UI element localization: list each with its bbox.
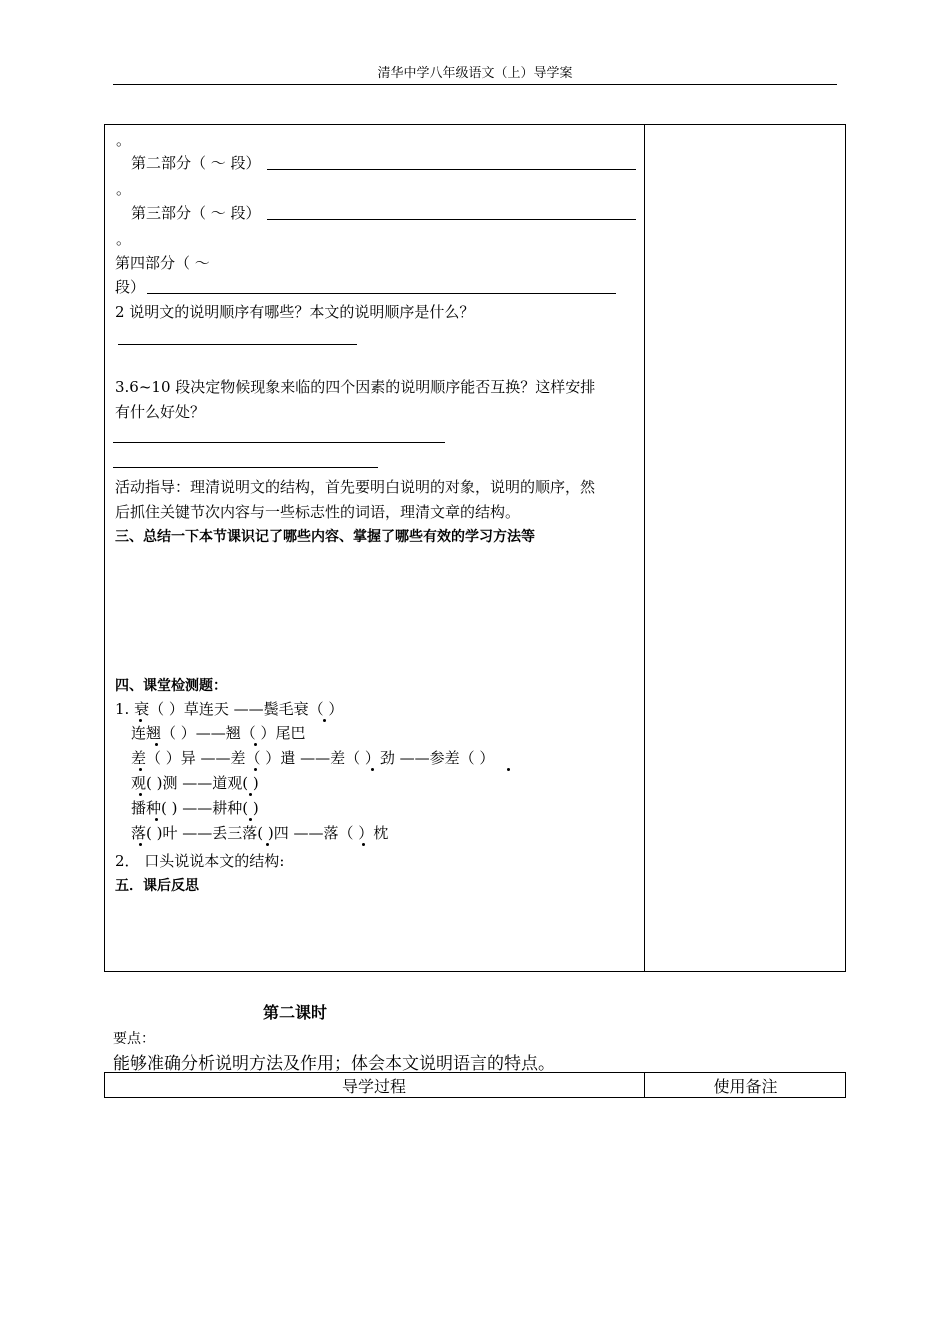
- lesson-table: [104, 124, 846, 972]
- column-header-process: 导学过程: [341, 1077, 406, 1096]
- answer-line: [118, 344, 357, 345]
- emphasis-dot: [139, 719, 142, 722]
- emphasis-dot: [155, 818, 158, 821]
- answer-line: [113, 467, 378, 468]
- emphasis-dot: [371, 768, 374, 771]
- test-item: 播种( ) ——耕种( ): [131, 799, 259, 817]
- emphasis-dot: [139, 793, 142, 796]
- part3-label: 第三部分（ ～ 段）: [131, 204, 261, 222]
- emphasis-dot: [507, 768, 510, 771]
- emphasis-dot: [362, 843, 365, 846]
- page-header: 清华中学八年级语文（上）导学案: [113, 66, 837, 85]
- lesson-2-title: 第二课时: [263, 1003, 328, 1022]
- key-points-label: 要点：: [113, 1031, 155, 1047]
- period-mark: 。: [116, 180, 132, 198]
- emphasis-dot: [249, 818, 252, 821]
- part4-label: 第四部分（ ～: [115, 254, 210, 272]
- emphasis-dot: [249, 793, 252, 796]
- oral-question: 2． 口头说说本文的结构:: [115, 852, 285, 870]
- test-item: 连翘（ ）——翘（ ）尾巴: [131, 724, 306, 742]
- question-3: 3.6~10 段决定物候现象来临的四个因素的说明顺序能否互换？这样安排: [115, 378, 596, 396]
- question-3-cont: 有什么好处？: [115, 403, 206, 421]
- answer-line: [267, 219, 636, 220]
- emphasis-dot: [254, 743, 257, 746]
- column-divider: [644, 124, 645, 972]
- answer-line: [267, 169, 636, 170]
- emphasis-dot: [139, 768, 142, 771]
- column-header-notes: 使用备注: [713, 1077, 778, 1096]
- period-mark: 。: [116, 230, 132, 248]
- key-points-text: 能够准确分析说明方法及作用；体会本文说明语言的特点。: [113, 1054, 555, 1074]
- test-item: 差（ ）异 ——差（ ）遣 ——差（ ）劲 ——参差（ ）: [131, 749, 495, 767]
- section-3-heading: 三、总结一下本节课识记了哪些内容、掌握了哪些有效的学习方法等: [115, 529, 535, 545]
- emphasis-dot: [139, 843, 142, 846]
- answer-line: [147, 293, 616, 294]
- test-item: 落( )叶 ——丢三落( )四 ——落（ ）枕: [131, 824, 389, 842]
- answer-line: [113, 442, 445, 443]
- activity-guide: 活动指导：理清说明文的结构，首先要明白说明的对象，说明的顺序，然: [115, 478, 596, 496]
- test-item: 观( )测 ——道观( ): [131, 774, 259, 792]
- period-mark: 。: [116, 131, 132, 149]
- test-item: 1. 衰（ ）草连天 ——鬓毛衰（ ）: [115, 700, 344, 718]
- section-5-heading: 五．课后反思: [115, 878, 199, 894]
- section-4-heading: 四、课堂检测题：: [115, 678, 227, 694]
- emphasis-dot: [323, 719, 326, 722]
- emphasis-dot: [155, 743, 158, 746]
- emphasis-dot: [266, 843, 269, 846]
- activity-guide-cont: 后抓住关键节次内容与一些标志性的词语，理清文章的结构。: [115, 503, 521, 521]
- emphasis-dot: [254, 768, 257, 771]
- part2-label: 第二部分（ ～ 段）: [131, 154, 261, 172]
- question-2: 2 说明文的说明顺序有哪些？本文的说明顺序是什么？: [115, 303, 475, 321]
- part4-label-end: 段）: [115, 278, 146, 296]
